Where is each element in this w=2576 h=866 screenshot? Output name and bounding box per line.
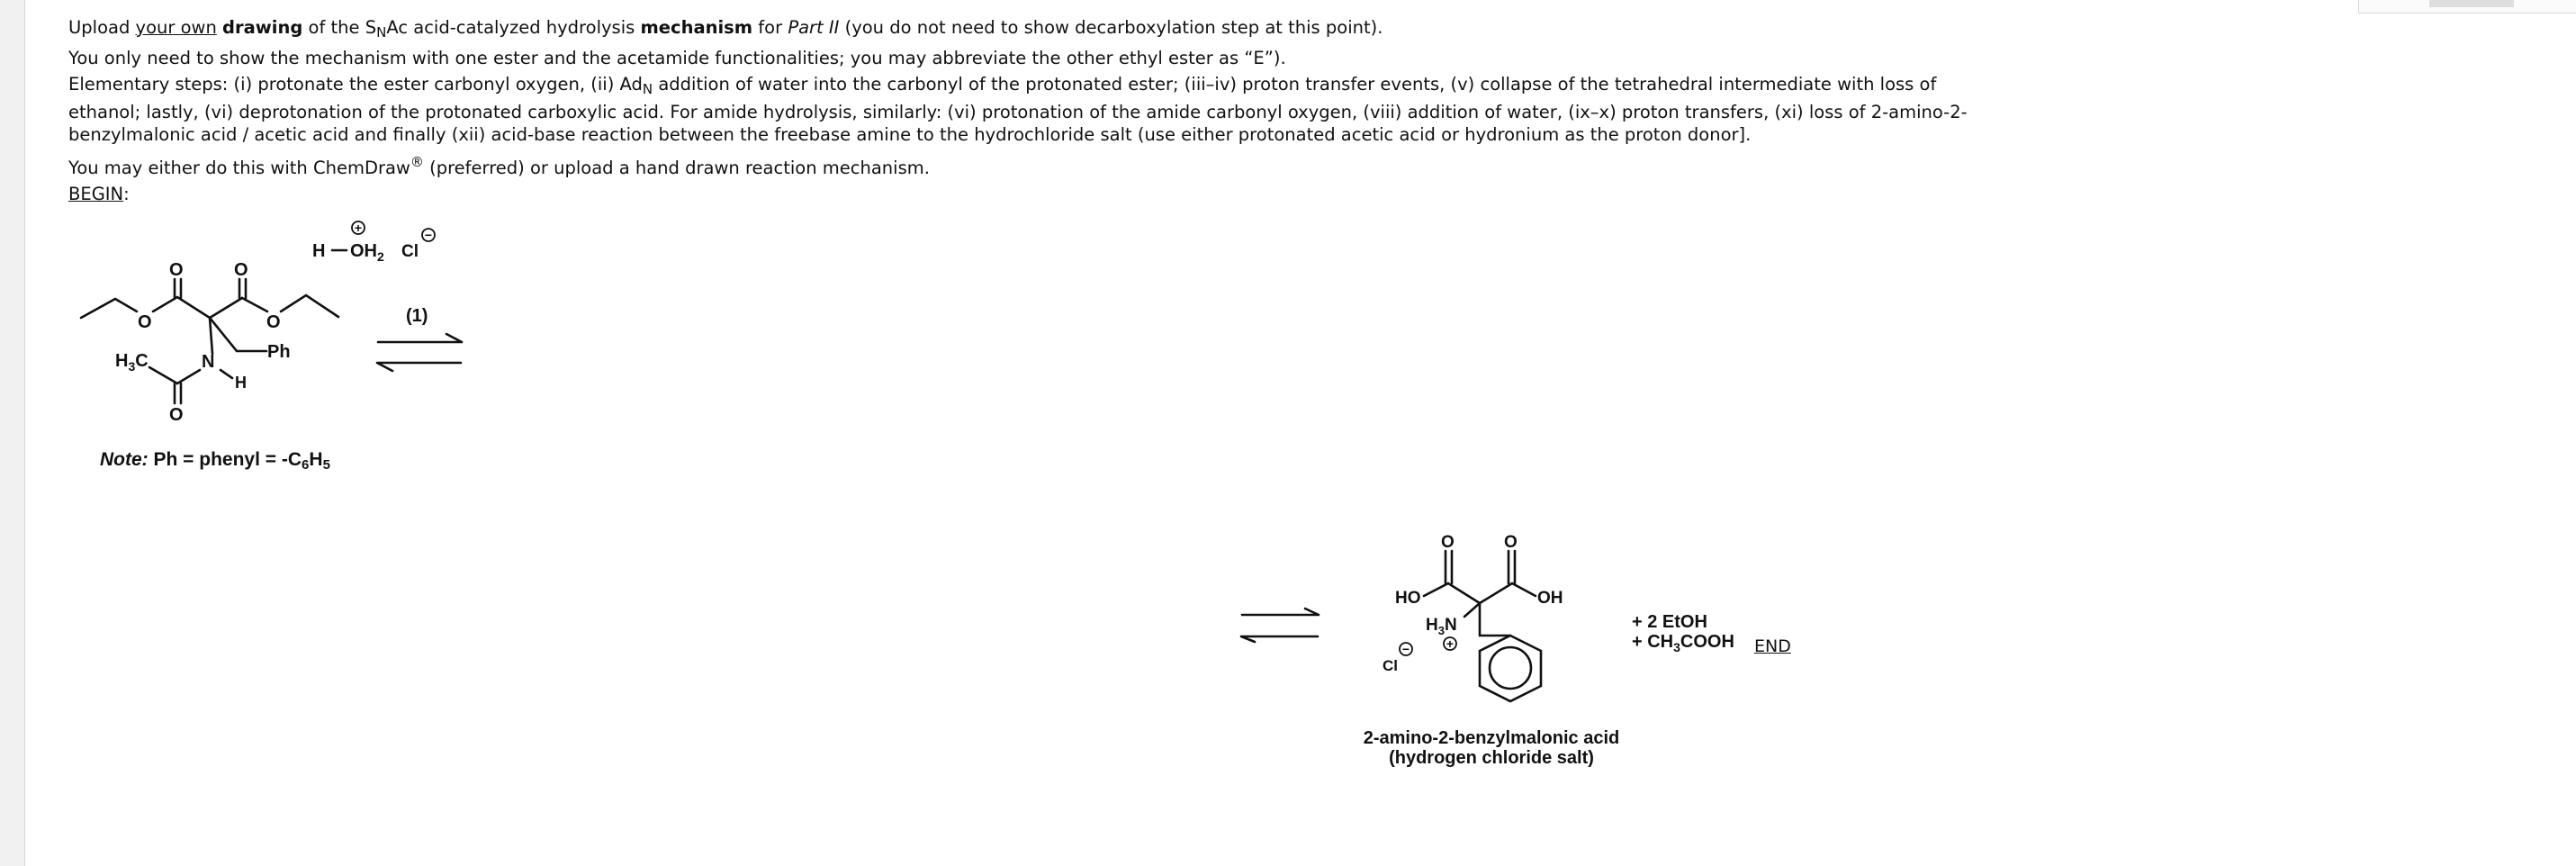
- equilibrium-arrow-forward-2: [1242, 609, 1319, 615]
- h3c-subscript: 3: [128, 359, 136, 374]
- step-1-label: (1): [406, 306, 428, 326]
- start-amide-carbonyl-double: [175, 383, 181, 403]
- start-amide-chain: [149, 367, 200, 383]
- product-ammonium: [1426, 616, 1457, 637]
- steps-text-b: addition of water into the carbonyl of the protonated ester; (iii–iv) proton transfer events, (v) collapse of the tetrahedral intermediate with loss of ethanol; lastly, (vi) deprotonation of the protonated carboxylic acid. For amide hydrolysis, similarly: (vi) protonation of the amide carbonyl oxygen, (viii) addition of water, (ix–x) proton transfers, (xi) loss of 2-amino-2-benzylmalonic acid / acetic acid and finally (xii) acid-base reaction between the freebase amine to the hydrochloride salt (use either protonated acetic acid or hydronium as the proton donor].: [68, 74, 1968, 145]
- subscript-n: N: [376, 24, 387, 41]
- start-oxygen-carbonyl-1: O: [169, 260, 184, 280]
- h3n-subscript: 3: [1437, 624, 1445, 637]
- h3c-h: H: [115, 351, 129, 371]
- product-positive-charge: +: [1446, 636, 1455, 651]
- text-decarboxylation-note: (you do not need to show decarboxylation step at this point).: [839, 17, 1383, 38]
- start-oxygen-ester-1: O: [138, 312, 152, 332]
- start-quaternary-to-carbonyl-2: [210, 298, 242, 318]
- product-carbonyl-1-double: [1446, 551, 1452, 583]
- oh2-text: OH: [350, 241, 377, 261]
- start-oxygen-ester-2: O: [266, 312, 281, 332]
- text-your-own: your own: [135, 17, 217, 38]
- text-of-the: of the S: [302, 17, 377, 38]
- byproduct-acetic-acid: [1632, 632, 1734, 654]
- text-preferred: (preferred) or upload a hand drawn reaction mechanism.: [423, 158, 930, 178]
- h3n-h: H: [1426, 616, 1438, 635]
- note-h: H: [309, 449, 323, 470]
- acetic-subscript: 3: [1673, 640, 1680, 654]
- product-oxygen-2: O: [1504, 533, 1518, 552]
- start-amide-n-bond: [210, 318, 212, 354]
- product-right-cooh: [1480, 583, 1536, 603]
- start-amide-nh: [221, 370, 232, 378]
- product-carbonyl-2-double: [1509, 551, 1515, 583]
- start-oxygen-carbonyl-2: O: [234, 260, 248, 280]
- text-part-ii: Part II: [788, 17, 840, 38]
- registered-mark: ®: [410, 154, 424, 170]
- reagent-positive-charge: +: [354, 221, 363, 235]
- h3c-c: C: [135, 351, 149, 371]
- equilibrium-arrow-back: [377, 363, 461, 371]
- product-chloride: Cl: [1383, 657, 1398, 674]
- text-mechanism: mechanism: [640, 17, 753, 38]
- acetic-cooh: COOH: [1680, 632, 1734, 652]
- start-right-ester: [242, 295, 338, 317]
- start-carbonyl-1-double: [175, 279, 181, 298]
- equilibrium-arrow-back-2: [1241, 636, 1318, 642]
- acetic-ch: + CH: [1632, 632, 1674, 652]
- subscript-n: N: [642, 81, 653, 97]
- start-nh-hydrogen: H: [235, 374, 247, 392]
- text-for: for: [752, 17, 788, 38]
- note-text: Ph = phenyl = -C: [148, 449, 302, 470]
- note-label: Note:: [100, 449, 149, 470]
- start-oxygen-amide: O: [169, 405, 184, 425]
- text-ac-hydrolysis: Ac acid-catalyzed hydrolysis: [386, 17, 641, 38]
- product-amine-bond: [1464, 603, 1480, 617]
- h3n-n: N: [1444, 616, 1457, 635]
- equilibrium-arrow-forward: [378, 334, 462, 342]
- start-h3c-label: [115, 351, 149, 374]
- product-oxygen-1: O: [1441, 533, 1455, 552]
- instruction-line-2: You only need to show the mechanism with one ester and the acetamide functionalities; you may abbreviate the other ethyl ester as “E”).: [68, 48, 1286, 68]
- start-carbonyl-2-double: [239, 279, 246, 298]
- byproduct-ethanol: + 2 EtOH: [1632, 612, 1707, 632]
- note-subscript-5: 5: [322, 457, 330, 473]
- start-phenyl: Ph: [267, 342, 291, 362]
- product-benzyl-bond: [1480, 603, 1510, 636]
- start-left-ester-bond: [153, 297, 210, 318]
- product-name-line-1: 2-amino-2-benzylmalonic acid: [1363, 728, 1620, 748]
- product-left-cooh: [1424, 583, 1480, 603]
- phenyl-note: [100, 449, 330, 473]
- begin-colon: :: [123, 184, 130, 204]
- begin-text: BEGIN: [68, 184, 124, 204]
- reagent-h: H: [312, 241, 326, 261]
- product-name-line-2: (hydrogen chloride salt): [1389, 748, 1594, 768]
- note-subscript-6: 6: [302, 457, 310, 473]
- start-left-ethyl: [81, 299, 137, 318]
- start-benzyl-bond: [210, 318, 266, 351]
- reagent-chloride: Cl: [401, 242, 419, 261]
- text-upload: Upload: [68, 17, 136, 38]
- steps-text-a: Elementary steps: (i) protonate the ester carbonyl oxygen, (ii) Ad: [68, 74, 643, 95]
- text-drawing: drawing: [222, 17, 303, 38]
- product-negative-charge: −: [1401, 642, 1410, 656]
- start-nitrogen: N: [202, 352, 215, 372]
- reagent-negative-charge: −: [424, 228, 433, 242]
- text-chemdraw: You may either do this with ChemDraw: [68, 158, 410, 178]
- product-oh: OH: [1537, 589, 1563, 608]
- product-benzene-aromatic-circle: [1490, 647, 1531, 689]
- product-ho: HO: [1395, 589, 1421, 608]
- end-label: END: [1754, 636, 1791, 656]
- reagent-oh2: [350, 241, 384, 264]
- oh2-subscript: 2: [377, 249, 384, 264]
